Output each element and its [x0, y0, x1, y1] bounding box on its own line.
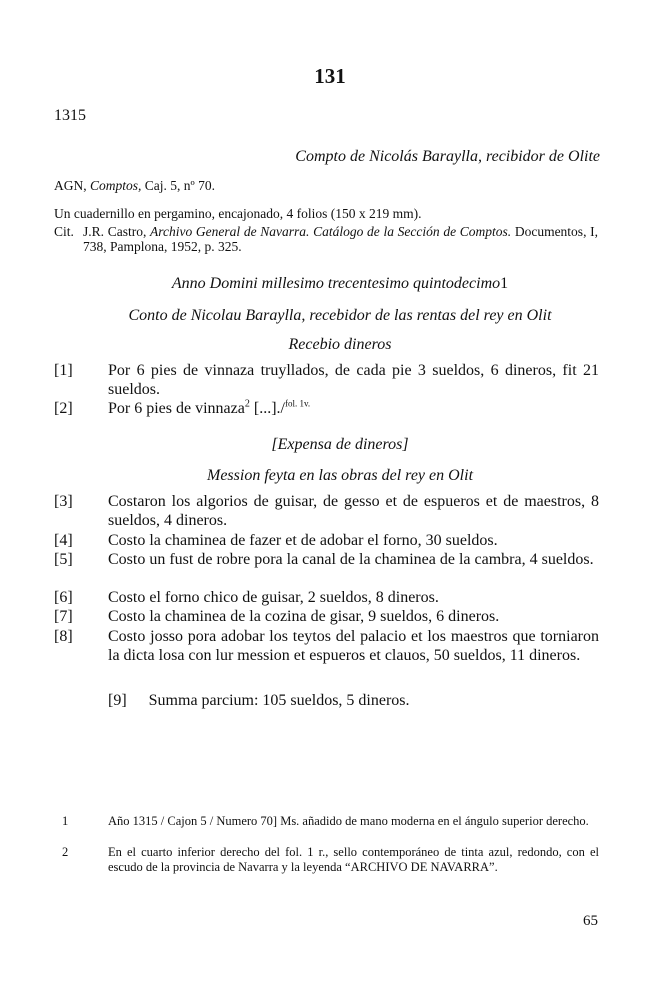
entry-label: [5]: [54, 551, 73, 568]
summa-label: [9]: [108, 692, 127, 709]
entry-label: [7]: [54, 608, 73, 625]
citation-rest: Documentos, I, 738, Pamplona, 1952, p. 325.: [83, 224, 598, 254]
entry-text: Por 6 pies de vinnaza truyllados, de cada pie 3 sueldos, 6 dineros, fit 21 sueldos.: [108, 362, 599, 398]
entry-4: [54, 531, 599, 550]
entry-label: [1]: [54, 362, 73, 379]
citation: [54, 224, 598, 254]
entry-7: [54, 607, 599, 626]
footnote-label: 2: [62, 845, 69, 859]
folio-marker: fol. 1v.: [284, 398, 311, 409]
citation-work: Archivo General de Navarra. Catálogo de la Sección de Comptos.: [150, 224, 512, 239]
summa-text: Summa parcium: 105 sueldos, 5 dineros.: [148, 692, 410, 709]
entry-label: [6]: [54, 589, 73, 606]
footnote-label: 1: [62, 814, 69, 828]
archive-prefix: AGN,: [54, 178, 90, 193]
document-title: Compto de Nicolás Baraylla, recibidor de Olite: [295, 148, 600, 165]
conto-title: Conto de Nicolau Baraylla, recebidor de las rentas del rey en Olit: [128, 307, 552, 324]
entry-3: [54, 492, 599, 530]
entry-8: [54, 627, 599, 665]
page-number: 65: [583, 913, 598, 929]
footnote-2: [54, 845, 599, 875]
date-line: [80, 275, 600, 293]
entry-6: [54, 588, 599, 607]
entry-text: Costo la chaminea de fazer et de adobar el forno, 30 sueldos.: [108, 532, 498, 549]
entry-label: [8]: [54, 628, 73, 645]
section-expenses: [Expensa de dineros]: [271, 436, 409, 453]
entry-text: Costo el forno chico de guisar, 2 sueldos, 8 dineros.: [108, 589, 439, 606]
entry-5: [54, 550, 599, 569]
archive-ref: Caj. 5, nº 70.: [141, 178, 215, 193]
section-receipts: Recebio dineros: [288, 336, 392, 353]
entry-label: [3]: [54, 493, 73, 510]
citation-author: J.R. Castro,: [83, 224, 151, 239]
document-description: Un cuadernillo en pergamino, encajonado, 4 folios (150 x 219 mm).: [54, 206, 422, 221]
entry-text: Costo un fust de robre pora la canal de la chaminea de la cambra, 4 sueldos.: [108, 551, 594, 568]
footnote-text: Año 1315 / Cajon 5 / Numero 70] Ms. añadido de mano moderna en el ángulo superior derecho.: [108, 814, 589, 828]
entry-1: [54, 361, 599, 399]
entry-text: Costo la chaminea de la cozina de gisar, 9 sueldos, 6 dineros.: [108, 608, 500, 625]
document-year: 1315: [54, 107, 86, 124]
entry-text: Costo josso pora adobar los teytos del palacio et los maestros que torniaron la dicta losa con lur mession et espueros et clauos, 50 sueldos, 11 dineros.: [108, 628, 599, 664]
entry-text: Por 6 pies de vinnaza: [108, 400, 245, 417]
date-line-note: 1: [500, 275, 509, 292]
date-line-text: Anno Domini millesimo trecentesimo quintodecimo: [171, 275, 501, 292]
entry-tail: [...]./: [249, 400, 285, 417]
entry-2: [54, 399, 599, 418]
entry-label: [4]: [54, 532, 73, 549]
footnote-1: [54, 814, 599, 829]
footnote-text: En el cuarto inferior derecho del fol. 1 r., sello contemporáneo de tinta azul, redondo, con el escudo de la provincia de Navarra y la leyenda “ARCHIVO DE NAVARRA”.: [108, 845, 599, 874]
citation-label: Cit.: [54, 224, 74, 239]
entry-label: [2]: [54, 400, 73, 417]
footnote-ref: 2: [244, 398, 250, 410]
section-mession: Mession feyta en las obras del rey en Olit: [206, 467, 474, 484]
archive-reference: [54, 178, 598, 194]
entry-text: Costaron los algorios de guisar, de gesso et de espueros et de maestros, 8 sueldos, 4 dineros.: [108, 493, 599, 529]
summa-line: [108, 691, 548, 710]
document-number: 131: [314, 64, 346, 88]
archive-series: Comptos,: [90, 178, 142, 193]
